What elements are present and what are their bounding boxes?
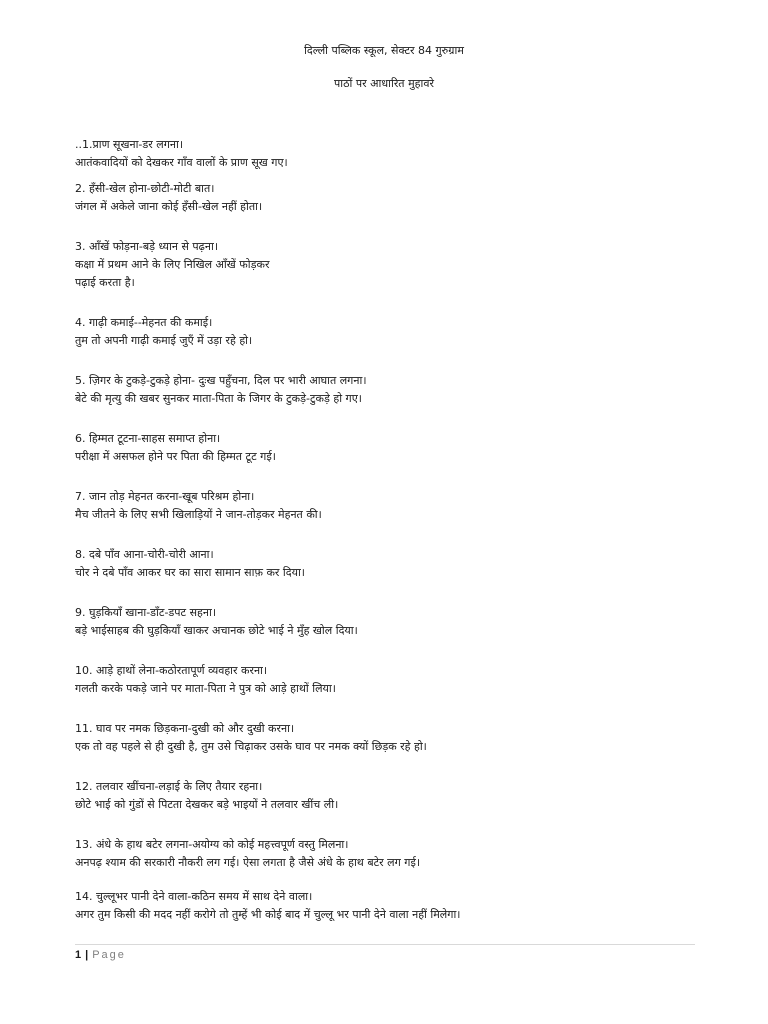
idiom-item [75, 180, 262, 216]
idiom-item [75, 238, 269, 292]
idiom-example: परीक्षा में असफल होने पर पिता की हिम्मत टूट गई। [75, 450, 276, 463]
idiom-heading: 5. ज़िगर के टुकड़े-टुकड़े होना- दुःख पहुँचना, दिल पर भारी आघात लगना। [75, 374, 367, 387]
idiom-item [75, 546, 305, 582]
idiom-example: बेटे की मृत्यु की खबर सुनकर माता-पिता के जिगर के टुकड़े-टुकड़े हो गए। [75, 392, 362, 405]
idiom-example: चोर ने दबे पाँव आकर घर का सारा सामान साफ़ कर दिया। [75, 566, 305, 579]
idiom-example: जंगल में अकेले जाना कोई हँसी-खेल नहीं होता। [75, 200, 263, 213]
idiom-heading: 13. अंधे के हाथ बटेर लगना-अयोग्य को कोई महत्त्वपूर्ण वस्तु मिलना। [75, 838, 349, 851]
document-subtitle: पाठों पर आधारित मुहावरे [334, 77, 434, 90]
idiom-item [75, 488, 322, 524]
idiom-example: अनपढ़ श्याम की सरकारी नौकरी लग गई। ऐसा लगता है जैसे अंधे के हाथ बटेर लग गई। [75, 856, 421, 869]
idiom-example: तुम तो अपनी गाढ़ी कमाई जुएँ में उड़ा रहे हो। [75, 334, 253, 347]
idiom-example: एक तो वह पहले से ही दुखी है, तुम उसे चिढ़ाकर उसके घाव पर नमक क्यों छिड़क रहे हो। [75, 740, 427, 753]
idiom-item [75, 662, 336, 698]
idiom-example: आतंकवादियों को देखकर गाँव वालों के प्राण सूख गए। [75, 156, 288, 169]
idiom-item [75, 836, 420, 872]
idiom-heading: 3. आँखें फोड़ना-बड़े ध्यान से पढ़ना। [75, 240, 218, 253]
idiom-heading: 11. घाव पर नमक छिड़कना-दुखी को और दुखी करना। [75, 722, 295, 735]
idiom-heading: 10. आड़े हाथों लेना-कठोरतापूर्ण व्यवहार करना। [75, 664, 268, 677]
footer-divider [75, 944, 695, 945]
idiom-heading: 8. दबे पाँव आना-चोरी-चोरी आना। [75, 548, 214, 561]
idiom-heading: ..1.प्राण सूखना-डर लगना। [75, 138, 184, 151]
idiom-item [75, 314, 252, 350]
idiom-example: गलती करके पकड़े जाने पर माता-पिता ने पुत्र को आड़े हाथों लिया। [75, 682, 336, 695]
idiom-heading: 9. घुड़कियाँ खाना-डाँट-डपट सहना। [75, 606, 216, 619]
idiom-example: अगर तुम किसी की मदद नहीं करोगे तो तुम्हें भी कोई बाद में चुल्लू भर पानी देने वाला नहीं मिलेगा। [75, 908, 461, 921]
idiom-heading: 12. तलवार खींचना-लड़ाई के लिए तैयार रहना। [75, 780, 263, 793]
page-number: 1 [75, 949, 82, 961]
idiom-item [75, 604, 358, 640]
idiom-example: कक्षा में प्रथम आने के लिए निखिल आँखें फोड़कर [75, 258, 270, 271]
idiom-example: पढ़ाई करता है। [75, 276, 135, 289]
idiom-item [75, 778, 338, 814]
idiom-item [75, 888, 460, 924]
idiom-item [75, 372, 367, 408]
idiom-example: बड़े भाईसाहब की घुड़कियाँ खाकर अचानक छोटे भाई ने मुँह खोल दिया। [75, 624, 358, 637]
idiom-example: छोटे भाई को गुंडों से पिटता देखकर बड़े भाइयों ने तलवार खींच ली। [75, 798, 339, 811]
page-label: Page [92, 949, 126, 961]
idiom-item [75, 136, 288, 172]
idiom-item [75, 720, 427, 756]
idiom-example: मैच जीतने के लिए सभी खिलाड़ियों ने जान-तोड़कर मेहनत की। [75, 508, 322, 521]
idiom-heading: 14. चुल्लूभर पानी देने वाला-कठिन समय में साथ देने वाला। [75, 890, 313, 903]
page-footer [75, 948, 126, 962]
school-name-heading: दिल्ली पब्लिक स्कूल, सेक्टर 84 गुरुग्राम [304, 44, 464, 57]
idiom-item [75, 430, 276, 466]
idiom-heading: 7. जान तोड़ मेहनत करना-खूब परिश्रम होना। [75, 490, 255, 503]
idiom-heading: 6. हिम्मत टूटना-साहस समाप्त होना। [75, 432, 221, 445]
idiom-heading: 4. गाढ़ी कमाई--मेहनत की कमाई। [75, 316, 213, 329]
footer-separator: | [85, 949, 89, 961]
idiom-heading: 2. हँसी-खेल होना-छोटी-मोटी बात। [75, 182, 215, 195]
